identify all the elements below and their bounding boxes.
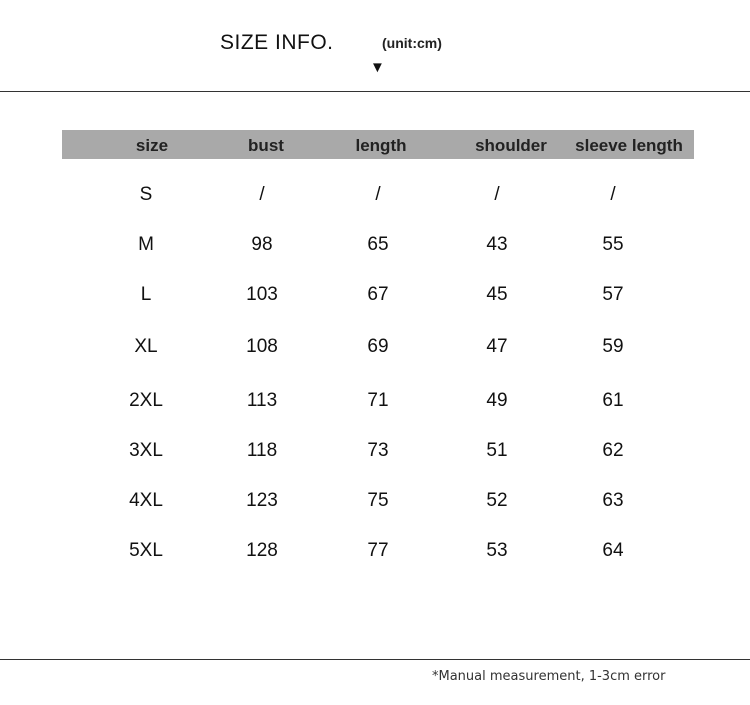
cell-size: 3XL [129,440,163,461]
cell-bust: 108 [246,336,278,357]
cell-length: 71 [367,390,389,411]
cell-sleeve-length: 61 [602,390,624,411]
header-length: length [355,136,407,155]
cell-sleeve-length: 63 [602,490,624,511]
table-row [0,184,750,208]
header-size: size [135,136,169,155]
cell-bust: 118 [246,440,278,461]
top-divider [0,91,750,92]
table-row [0,284,750,308]
table-row [0,540,750,564]
cell-bust: 123 [246,490,278,511]
cell-bust: 103 [246,284,278,305]
cell-sleeve-length: / [610,184,616,205]
cell-shoulder: 51 [486,440,508,461]
cell-size: 2XL [129,390,163,411]
cell-shoulder: 53 [486,540,508,561]
cell-length: 73 [367,440,389,461]
cell-size: M [138,234,154,255]
cell-sleeve-length: 57 [602,284,624,305]
cell-bust: 98 [251,234,273,255]
cell-shoulder: 52 [486,490,508,511]
cell-length: / [375,184,381,205]
cell-shoulder: 43 [486,234,508,255]
cell-length: 67 [367,284,389,305]
table-row [0,234,750,258]
cell-length: 75 [367,490,389,511]
cell-length: 77 [367,540,389,561]
arrow-down-icon: ▼ [370,59,385,76]
cell-length: 65 [367,234,389,255]
bottom-divider [0,659,750,660]
cell-size: L [140,284,152,305]
cell-shoulder: 49 [486,390,508,411]
cell-length: 69 [367,336,389,357]
table-row [0,336,750,360]
cell-shoulder: / [494,184,500,205]
header-sleeve-length: sleeve length [575,136,683,155]
cell-sleeve-length: 59 [602,336,624,357]
table-row [0,490,750,514]
cell-bust: / [259,184,265,205]
cell-shoulder: 47 [486,336,508,357]
cell-bust: 128 [246,540,278,561]
table-row [0,440,750,464]
cell-sleeve-length: 62 [602,440,624,461]
cell-sleeve-length: 64 [602,540,624,561]
cell-size: 5XL [129,540,163,561]
cell-shoulder: 45 [486,284,508,305]
cell-size: S [139,184,153,205]
measurement-note: *Manual measurement, 1-3cm error [432,669,666,684]
header-bust: bust [248,136,284,155]
cell-bust: 113 [246,390,278,411]
cell-sleeve-length: 55 [602,234,624,255]
header-shoulder: shoulder [475,136,547,155]
page-title: SIZE INFO. [220,31,334,54]
table-row [0,390,750,414]
unit-label: (unit:cm) [382,35,442,51]
cell-size: 4XL [129,490,163,511]
cell-size: XL [134,336,158,357]
